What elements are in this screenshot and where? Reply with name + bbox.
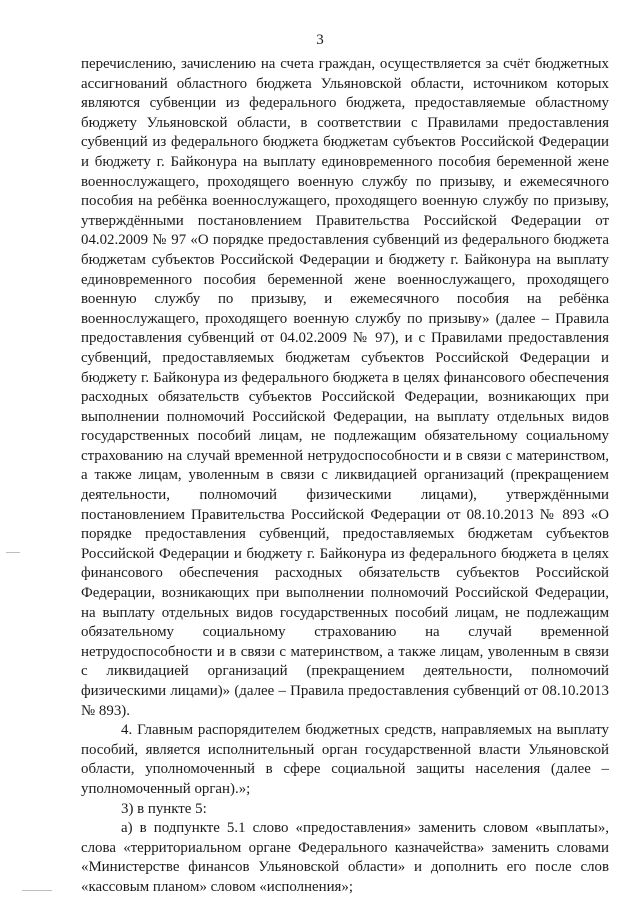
scan-artifact-left (6, 552, 20, 553)
document-body (81, 55, 609, 898)
paragraph-item-3-point-5: 3) в пункте 5: (121, 800, 207, 817)
paragraph-item-4: 4. Главным распорядителем бюджетных средств, направляемых на выплату пособий, является исполнительный орган государственной власти Ульяновской области, уполномоченный в сфере социальной защиты населения (далее – уполномоченный орган).»; (81, 722, 609, 797)
scan-artifact-bottom (22, 890, 52, 891)
page-number: 3 (316, 32, 324, 48)
paragraph-subitem-a: а) в подпункте 5.1 слово «предоставления» заменить словом «выплаты», слова «территориальном органе Федерального казначейства» заменить словами «Министерстве финансов Ульяновской области» и дополнить его после слов «кассовым планом» словом «исполнения»; (81, 820, 609, 895)
paragraph-continuation: перечислению, зачислению на счета граждан, осуществляется за счёт бюджетных ассигнований областного бюджета Ульяновской области, источником которых являются субвенции из федерального бюджета, предоставляемые областному бюджету Ульяновской области, в соответствии с Правилами предоставления субвенций из федерального бюджета бюджетам субъектов Российской Федерации и бюджету г. Байконура на выплату единовременного пособия беременной жене военнослужащего, проходящего военную службу по призыву, и ежемесячного пособия на ребёнка военнослужащего, проходящего военную службу по призыву, утверждёнными постановлением Правительства Российской Федерации от 04.02.2009 № 97 «О порядке предоставления субвенций из федерального бюджета бюджетам субъектов Российской Федерации и бюджету г. Байконура на выплату единовременного пособия беременной жене военнослужащего, проходящего военную службу по призыву, и ежемесячного пособия на ребёнка военнослужащего, проходящего военную службу по призыву» (далее – Правила предоставления субвенций от 04.02.2009 № 97), и с Правилами предоставления субвенций, предоставляемых бюджетам субъектов Российской Федерации и бюджету г. Байконура из федерального бюджета в целях финансового обеспечения расходных обязательств субъектов Российской Федерации, возникающих при выполнении полномочий Российской Федерации, на выплату отдельных видов государственных пособий лицам, не подлежащим обязательному социальному страхованию на случай временной нетрудоспособности и в связи с материнством, а также лицам, уволенным в связи с ликвидацией организаций (прекращением деятельности, полномочий физическими лицами), утверждёнными постановлением Правительства Российской Федерации от 08.10.2013 № 893 «О порядке предоставления субвенций, предоставляемых бюджетам субъектов Российской Федерации и бюджету г. Байконура из федерального бюджета в целях финансового обеспечения расходных обязательств субъектов Российской Федерации, возникающих при выполнении полномочий Российской Федерации, на выплату отдельных видов государственных пособий лицам, не подлежащим обязательному социальному страхованию на случай временной нетрудоспособности и в связи с материнством, а также лицам, уволенным в связи с ликвидацией организаций (прекращением деятельности, полномочий физическими лицами)» (далее – Правила предоставления субвенций от 08.10.2013 № 893). (81, 56, 609, 719)
